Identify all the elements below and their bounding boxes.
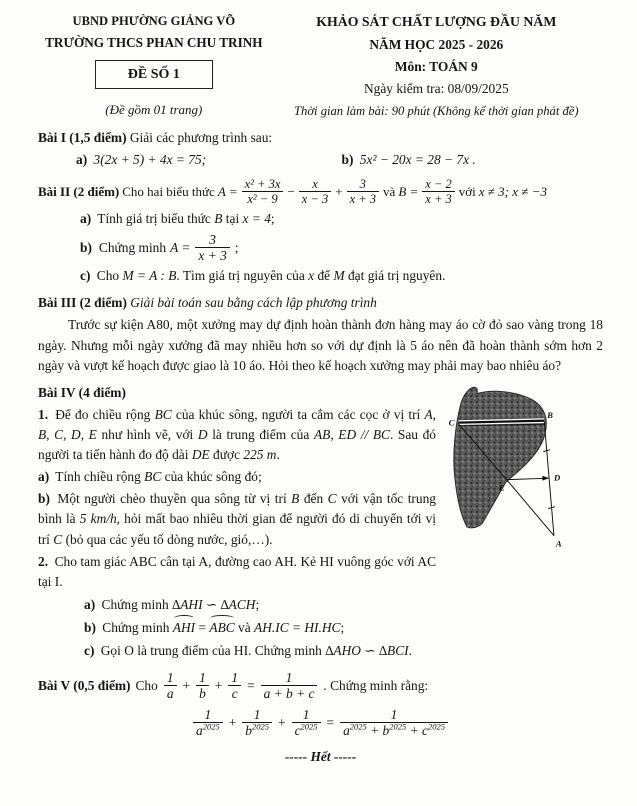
problem-2a-text2: tại	[225, 211, 240, 227]
section-2	[38, 177, 603, 286]
arrow-D	[542, 476, 549, 481]
section-4-title: Bài IV (4 điểm)	[38, 384, 126, 400]
fraction-5-3-num: 1	[228, 670, 241, 686]
fraction-B-den: x + 3	[425, 192, 452, 207]
river-shape	[454, 387, 546, 528]
fraction-B-num: x − 2	[422, 177, 454, 192]
fraction-5-2	[195, 670, 210, 701]
fraction-5b-3-num: 1	[292, 707, 321, 723]
section-3-body: Trước sự kiện A80, một xưởng may dự định hoàn thành đơn hàng may áo cờ đỏ sao vàng trong 18 ngày. Nhưng mỗi ngày xưởng đã may nhiều hơn so với dự định là 5 áo nên đã hoàn thành sớm hơn 2 ngày và vượt kế hoạch được giao là 10 áo. Hỏi theo kế hoạch xưởng may phải may bao nhiêu áo?	[38, 317, 603, 373]
marker-1a: a)	[76, 152, 88, 168]
operator-plus: +	[335, 183, 343, 199]
line-EA	[507, 479, 554, 535]
fraction-A2-den: x − 3	[301, 192, 329, 207]
op-5b-2: +	[278, 714, 286, 730]
marker-1b: b)	[341, 152, 354, 168]
problem-4-2b-text2: và	[238, 619, 251, 635]
fraction-5b-1	[192, 707, 224, 738]
op-5b-1: +	[228, 714, 237, 730]
problem-4-2b	[38, 618, 603, 638]
fraction-A1-num: x² + 3x	[242, 177, 284, 192]
eq-5b: =	[326, 714, 335, 730]
fraction-A1	[241, 177, 285, 206]
marker-2c: c)	[80, 268, 91, 284]
sum-exp-a: 2025	[349, 721, 367, 732]
exam-date: Ngày kiểm tra: 08/09/2025	[363, 80, 509, 96]
problem-4-1-text2: của khúc sông, người ta cắm các cọc ở vị trí	[175, 406, 421, 422]
section-5-equation	[38, 707, 603, 738]
section-5-title: Bài V (0,5 điểm)	[38, 677, 131, 693]
problem-4-1-text4: là trung điểm của	[212, 427, 310, 442]
problem-2b-text1: Chứng minh	[98, 239, 167, 255]
section-3-title: Bài III (2 điểm)	[38, 295, 127, 311]
problem-4-2a	[38, 595, 603, 615]
fraction-5b-4-num: 1	[340, 707, 448, 723]
river-figure	[445, 383, 603, 555]
label-C: C	[448, 417, 455, 428]
problem-4-2c-text2: .	[408, 643, 412, 659]
conjunction-and: và	[383, 183, 396, 199]
marker-4-2: 2.	[38, 553, 49, 569]
fraction-A2-num: x	[299, 177, 331, 192]
fraction-A3	[346, 177, 380, 206]
fraction-5b-3	[291, 707, 322, 738]
problem-4-1-text5: ,	[330, 427, 334, 442]
sum-base-b: b	[382, 723, 390, 739]
section-3-title-line	[38, 293, 603, 313]
problem-4-1b-math1: B	[291, 491, 300, 507]
problem-2b-lead: A =	[170, 239, 191, 255]
fraction-5-1-den: a	[166, 686, 174, 702]
section-1-title: Bài I (1,5 điểm)	[38, 129, 127, 145]
problem-2c-text4: đạt giá trị nguyên.	[347, 268, 446, 284]
fraction-A3-den: x + 3	[349, 192, 377, 207]
problem-4-2a-text1: Chứng minh	[101, 596, 169, 612]
marker-4-1a: a)	[38, 469, 50, 485]
op-5-2: +	[214, 677, 223, 693]
problem-4-1-text1: Để đo chiều rộng	[55, 406, 151, 422]
section-2-intro: Cho hai biểu thức	[122, 183, 215, 199]
fraction-5-1	[163, 670, 178, 701]
fraction-5b-2	[241, 707, 273, 738]
fraction-5-2-num: 1	[196, 670, 209, 686]
problem-4-2b-text3: ;	[340, 619, 345, 635]
problem-2a-math1: B	[214, 211, 223, 227]
header-right	[270, 12, 603, 121]
condition-expr: x ≠ 3; x ≠ −3	[478, 183, 547, 199]
sum-base-c: c	[422, 723, 428, 739]
sum-op-2: +	[409, 723, 419, 739]
problem-4-1-text3: như hình vẽ, với	[101, 427, 194, 442]
problem-2a-math2: x = 4	[242, 211, 271, 227]
problem-4-1-text6: . Sau đó người ta tiến hành đo độ dài	[38, 427, 436, 463]
header-left	[38, 12, 270, 119]
problem-4-1b-math4: C	[53, 531, 63, 547]
marker-4-1b: b)	[38, 491, 50, 507]
fraction-5-4	[260, 670, 319, 701]
marker-2b: b)	[80, 239, 92, 255]
problem-4-1-math1: BC	[154, 406, 172, 422]
exp-a: 2025	[202, 721, 220, 732]
problem-2a-text1: Tính giá trị biểu thức	[97, 211, 211, 227]
fraction-5-4-num: 1	[261, 670, 318, 686]
problem-4-1b-math2: C	[327, 491, 337, 507]
fraction-5b-3-den	[292, 723, 321, 738]
problem-4-1-math2: A, B, C, D, E	[38, 406, 437, 442]
section-1-title-line	[38, 128, 603, 148]
subject: Môn: TOÁN 9	[394, 58, 478, 74]
section-1	[38, 128, 603, 170]
section-3	[38, 293, 603, 375]
problem-2c-text3: để	[317, 268, 331, 284]
equation-1b: 5x² − 20x = 28 − 7x .	[359, 152, 476, 168]
fraction-5b-2-den	[242, 723, 272, 738]
authority-name: UBND PHƯỜNG GIẢNG VÕ	[72, 14, 236, 28]
fraction-5-4-den: a + b + c	[263, 686, 315, 702]
problem-2a-text3: ;	[270, 211, 275, 227]
problem-2b-fraction-num: 3	[195, 232, 229, 248]
base-b: b	[245, 723, 252, 739]
label-D: D	[553, 472, 561, 483]
exam-duration: Thời gian làm bài: 90 phút (Không kể thời gian phát đề)	[294, 104, 579, 119]
problem-4-1-text8: .	[276, 447, 280, 463]
problem-2c-text1: Cho	[96, 268, 120, 284]
sum-op-1: +	[370, 723, 380, 739]
problem-4-1a-text2: của khúc sông đó;	[164, 469, 262, 485]
problem-2b-fraction-den: x + 3	[198, 248, 227, 264]
problem-4-1a-math1: BC	[144, 469, 162, 485]
marker-4-1: 1.	[38, 406, 49, 422]
problem-2b	[38, 232, 603, 263]
problem-1a	[76, 150, 342, 170]
problem-4-1b-text1: Một người chèo thuyền qua sông từ vị trí	[57, 491, 287, 507]
problem-2c-math3: M	[333, 268, 345, 284]
label-E: E	[498, 482, 505, 493]
fraction-5-3	[227, 670, 242, 701]
exp-b: 2025	[252, 721, 269, 732]
label-B: B	[547, 409, 553, 420]
problem-4-1-math5: ED // BC	[338, 427, 390, 442]
sum-base-a: a	[343, 723, 350, 739]
school-name: TRƯỜNG THCS PHAN CHU TRINH	[45, 34, 263, 50]
problem-2b-text2: ;	[234, 239, 239, 255]
problem-2c-text2: . Tìm giá trị nguyên của	[176, 268, 305, 284]
fraction-5b-2-num: 1	[242, 707, 272, 723]
fraction-B	[421, 177, 455, 206]
fraction-A2	[298, 177, 332, 206]
problem-2c	[38, 266, 603, 286]
base-a: a	[196, 723, 203, 739]
problem-4-1-math3: D	[197, 427, 208, 442]
school-year: NĂM HỌC 2025 - 2026	[369, 36, 504, 52]
problem-4-1b-math3: 5 km/h	[79, 511, 117, 527]
problem-4-2a-math1: ∆AHI ∽ ∆ACH	[172, 596, 256, 612]
problem-4-1b-text3: với vận tốc trung bình là	[38, 491, 436, 527]
exam-title: KHẢO SÁT CHẤT LƯỢNG ĐẦU NĂM	[316, 14, 557, 29]
marker-4-2c: c)	[84, 643, 95, 659]
problem-1b	[342, 150, 476, 170]
problem-4-1-math6: DE	[191, 447, 210, 463]
equation-1a: 3(2x + 5) + 4x = 75;	[93, 152, 207, 168]
problem-4-1b-text5: (bỏ qua các yếu tố dòng nước, gió,…).	[65, 531, 273, 547]
problem-4-2c-text1: Gọi O là trung điểm của HI. Chứng minh	[100, 643, 322, 659]
sum-exp-b: 2025	[389, 721, 407, 732]
problem-4-2b-text1: Chứng minh	[102, 619, 170, 635]
condition-lead: với	[458, 183, 476, 199]
problem-4-1-math4: AB	[313, 427, 331, 442]
problem-4-2b-eq: =	[198, 619, 207, 635]
marker-2a: a)	[80, 211, 92, 227]
problem-4-2b-angle2: ABC	[209, 618, 234, 638]
problem-4-1-text7: được	[213, 447, 241, 463]
problem-2b-fraction	[194, 232, 230, 263]
op-5-1: +	[182, 677, 191, 693]
problem-2c-math2: x	[308, 268, 315, 284]
fraction-5-3-den: c	[231, 686, 238, 702]
problem-4-2c	[38, 641, 603, 661]
problem-4-1-math7: 225 m	[243, 447, 277, 463]
fraction-A3-num: 3	[347, 177, 379, 192]
sum-exp-c: 2025	[427, 721, 445, 732]
expr-B-lead: B =	[398, 183, 419, 199]
fraction-A1-den: x² − 9	[247, 192, 278, 207]
problem-4-2b-math3: AH.IC = HI.HC	[254, 619, 341, 635]
fraction-5b-4	[339, 707, 449, 738]
marker-4-2a: a)	[84, 596, 96, 612]
section-3-intro: Giải bài toán sau bằng cách lập phương trình	[130, 295, 377, 311]
section-2-title: Bài II (2 điểm)	[38, 183, 120, 199]
page-count-note: (Đề gồm 01 trang)	[105, 101, 203, 117]
section-5-title-line	[38, 670, 603, 701]
fraction-5-1-num: 1	[164, 670, 177, 686]
exam-code-box: ĐỀ SỐ 1	[95, 60, 213, 89]
problem-4-1a-text1: Tính chiều rộng	[55, 469, 141, 485]
problem-4-2b-angle1: AHI	[173, 618, 195, 638]
end-marker: ----- Hết -----	[284, 749, 357, 765]
section-1-intro: Giải các phương trình sau:	[129, 129, 273, 145]
fraction-5b-4-den	[340, 723, 448, 738]
section-4	[38, 383, 603, 661]
problem-4-2a-text2: ;	[255, 596, 260, 612]
fraction-5-2-den: b	[199, 686, 206, 702]
label-A: A	[555, 538, 562, 549]
problem-4-2c-math1: ∆AHO ∽ ∆BCI	[325, 643, 409, 659]
fraction-5b-1-den	[193, 723, 223, 738]
eq-5: =	[247, 677, 255, 693]
base-c: c	[294, 723, 301, 739]
problem-2c-math1: M = A : B	[122, 268, 177, 284]
section-2-title-line	[38, 177, 603, 206]
exp-c: 2025	[300, 721, 318, 732]
problem-4-1b-text4: , hỏi mất bao nhiêu thời gian để người đó di chuyển tới vị trí	[38, 511, 436, 547]
exam-header	[38, 12, 603, 121]
exam-code-box-wrap	[38, 53, 270, 93]
operator-minus: −	[287, 183, 295, 199]
marker-4-2b: b)	[84, 619, 96, 635]
expr-A-lead: A =	[217, 183, 238, 199]
fraction-5b-1-num: 1	[193, 707, 223, 723]
section-5-text2: . Chứng minh rằng:	[323, 677, 429, 693]
problem-4-2-text: Cho tam giác ABC cân tại A, đường cao AH. Kẻ HI vuông góc với AC tại I.	[38, 553, 436, 589]
problem-4-2	[38, 552, 603, 592]
problem-2a	[38, 209, 603, 229]
problem-4-1b-text2: đến	[303, 491, 324, 507]
section-5-text1: Cho	[135, 677, 158, 693]
section-1-equations	[38, 150, 603, 170]
